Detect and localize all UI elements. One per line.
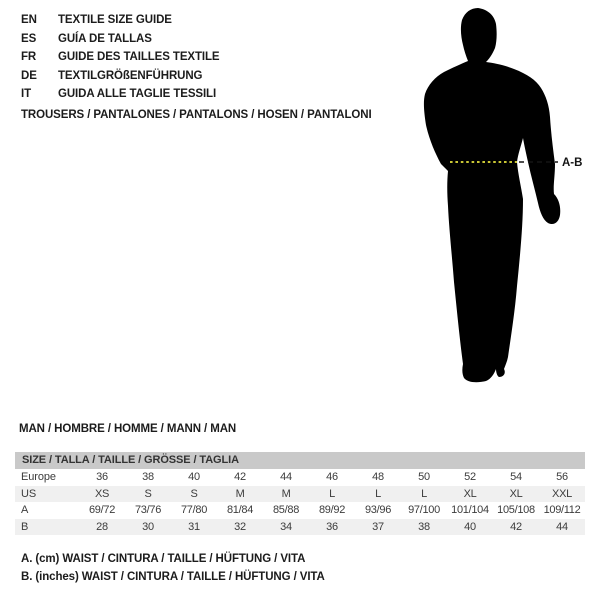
table-cell: 81/84	[226, 504, 254, 517]
row-label: A	[21, 504, 29, 517]
language-label: GUÍA DE TALLAS	[58, 32, 152, 45]
table-cell: 36	[326, 521, 338, 534]
table-cell: 109/112	[543, 504, 581, 517]
language-label: TEXTILE SIZE GUIDE	[58, 14, 172, 26]
table-cell: 97/100	[408, 504, 440, 517]
note-b-inches: B. (inches) WAIST / CINTURA / TAILLE / HÜFTUNG / VITA	[21, 570, 325, 583]
table-cell: 37	[372, 521, 384, 534]
gender-title: MAN / HOMBRE / HOMME / MANN / MAN	[19, 423, 237, 435]
row-label: Europe	[21, 471, 56, 484]
size-table	[15, 452, 585, 535]
table-cell: L	[375, 487, 381, 500]
table-cell: 44	[556, 521, 568, 534]
row-label: US	[21, 487, 37, 500]
table-cell: 42	[510, 521, 522, 534]
language-code: IT	[21, 88, 32, 101]
table-cell: 56	[556, 471, 568, 484]
table-cell: 73/76	[134, 504, 162, 517]
language-code: DE	[21, 69, 37, 82]
table-cell: 50	[418, 471, 430, 484]
language-label: TEXTILGRÖßENFÜHRUNG	[58, 69, 203, 82]
row-label: B	[21, 521, 29, 534]
table-cell: M	[281, 487, 291, 500]
note-a-cm: A. (cm) WAIST / CINTURA / TAILLE / HÜFTUNG / VITA	[21, 553, 306, 565]
table-cell: M	[235, 487, 245, 500]
waist-measure-label: A-B	[562, 157, 583, 169]
table-cell: 85/88	[272, 504, 300, 517]
table-cell: 36	[96, 471, 108, 484]
table-row-europe	[15, 469, 585, 486]
table-cell: 44	[280, 471, 292, 484]
measurement-notes	[21, 551, 325, 586]
table-cell: 93/96	[364, 504, 392, 517]
table-cell: 77/80	[180, 504, 208, 517]
table-cell: 30	[142, 521, 154, 534]
table-cell: 89/92	[318, 504, 346, 517]
table-cell: 28	[96, 521, 108, 534]
table-cell: XL	[463, 487, 477, 500]
table-cell: 40	[464, 521, 476, 534]
table-cell: XXL	[552, 487, 572, 500]
table-cell: 38	[418, 521, 430, 534]
table-cell: 46	[326, 471, 338, 484]
language-label: GUIDA ALLE TAGLIE TESSILI	[58, 88, 217, 101]
table-cell: S	[144, 487, 152, 500]
table-row-b-inches	[15, 519, 585, 536]
table-cell: 48	[372, 471, 384, 484]
language-code: ES	[21, 32, 37, 45]
table-cell: XS	[94, 487, 110, 500]
table-cell: 38	[142, 471, 154, 484]
table-cell: 40	[188, 471, 200, 484]
table-cell: XL	[509, 487, 523, 500]
table-cell: 101/104	[451, 504, 489, 517]
table-cell: 54	[510, 471, 522, 484]
table-cell: L	[421, 487, 427, 500]
table-cell: 105/108	[497, 504, 535, 517]
language-code: EN	[21, 14, 37, 26]
table-cell: L	[329, 487, 335, 500]
table-row-a-cm	[15, 502, 585, 519]
table-cell: 34	[280, 521, 292, 534]
category-title: TROUSERS / PANTALONES / PANTALONS / HOSEN / PANTALONI	[21, 109, 372, 121]
language-code: FR	[21, 51, 37, 64]
table-row-us	[15, 486, 585, 503]
table-cell: 32	[234, 521, 246, 534]
table-cell: 42	[234, 471, 246, 484]
man-body-shape	[424, 8, 560, 382]
language-label: GUIDE DES TAILLES TEXTILE	[58, 51, 220, 64]
size-table-header: SIZE / TALLA / TAILLE / GRÖSSE / TAGLIA	[15, 452, 585, 469]
table-cell: S	[190, 487, 198, 500]
table-cell: 52	[464, 471, 476, 484]
table-cell: 69/72	[88, 504, 116, 517]
table-cell: 31	[188, 521, 200, 534]
